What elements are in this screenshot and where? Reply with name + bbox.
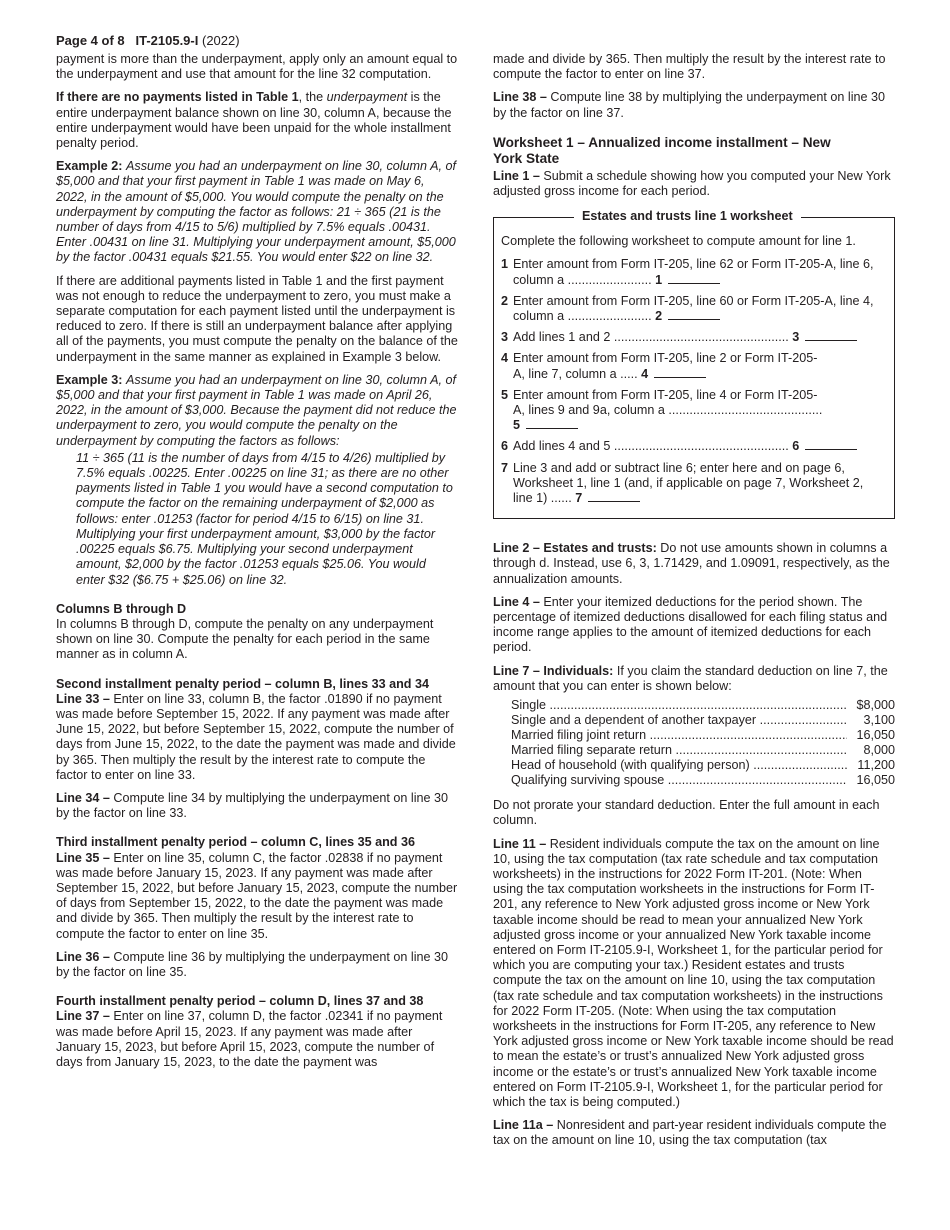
standard-deduction-row	[511, 728, 895, 743]
form-number: IT-2105.9-I	[135, 33, 199, 48]
worksheet-line-text: Enter amount from Form IT-205, line 62 or Form IT-205-A, line 6, column a ........................	[513, 257, 874, 287]
worksheet-intro: Complete the following worksheet to compute amount for line 1.	[501, 234, 856, 249]
paragraph: If there are additional payments listed in Table 1 and the first payment was not enough to reduce the underpayment to zero, you must make a separate computation for each payment listed until the underpayment is reduced to zero. If there is still an underpayment balance after applying all of the payments, you must compute the penalty on the balance of the underpayment in the same manner as explained in Example 3 below.	[56, 273, 458, 364]
paragraph: made and divide by 365. Then multiply the result by the interest rate to compute the factor to enter on line 37.	[493, 52, 886, 82]
filing-status: Qualifying surviving spouse .....	[511, 773, 847, 788]
worksheet-line-text: Enter amount from Form IT-205, line 60 or Form IT-205-A, line 4, column a ........................	[513, 293, 874, 324]
worksheet-line	[501, 257, 884, 287]
worksheet-box-title: Estates and trusts line 1 worksheet	[574, 209, 801, 224]
line-4-instructions: Line 4 – Enter your itemized deductions for the period shown. The percentage of itemized deductions disallowed for each filing status and income range applies to the amount of itemized deductions for each period.	[493, 594, 888, 655]
estates-trusts-worksheet	[493, 209, 895, 519]
standard-deduction-row	[511, 773, 895, 788]
amount-entry-blank[interactable]	[805, 449, 857, 450]
line-36-instructions: Line 36 – Compute line 36 by multiplying the underpayment on line 30 by the factor on line 35.	[56, 949, 449, 979]
worksheet-line-text: Add lines 4 and 5 ..................................................	[513, 439, 789, 454]
paragraph: If there are no payments listed in Table 1, the underpayment is the entire underpayment balance shown on line 30, column A, because the entire underpayment would have been unpaid for the whole installment penalty period.	[56, 90, 452, 151]
standard-deduction-row	[511, 743, 895, 758]
line-38-instructions: Line 38 – Compute line 38 by multiplying the underpayment on line 30 by the factor on line 37.	[493, 90, 886, 120]
amount-entry-blank[interactable]	[654, 377, 706, 378]
right-column	[493, 52, 895, 1157]
worksheet-line-number: 3	[501, 330, 509, 345]
line-11a-instructions: Line 11a – Nonresident and part-year resident individuals compute the tax on the amount on line 10, using the tax computation (tax	[493, 1118, 887, 1148]
section-heading: Columns B through D	[56, 601, 187, 616]
worksheet-line	[501, 294, 884, 324]
section-heading: Fourth installment penalty period – column D, lines 37 and 38	[56, 994, 424, 1009]
worksheet-line-text: Add lines 1 and 2 ..................................................	[513, 330, 789, 345]
filing-status: Head of household (with qualifying person) .....	[511, 758, 847, 773]
worksheet-line-number: 5	[501, 387, 509, 402]
filing-status: Married filing separate return .....	[511, 743, 847, 758]
line-37-instructions: Line 37 – Enter on line 37, column D, the factor .02341 if no payment was made before April 15, 2023. If any payment was made after January 15, 2023, but before April 15, 2023, compute the number of days from January 15, 2023, to the date the payment was	[56, 1009, 443, 1069]
amount-entry-blank[interactable]	[668, 319, 720, 320]
form-year: (2022)	[201, 33, 240, 48]
standard-deduction-row	[511, 713, 895, 728]
paragraph: Do not prorate your standard deduction. Enter the full amount in each column.	[493, 798, 880, 828]
worksheet-line-text: Enter amount from Form IT-205, line 2 or Form IT-205-A, line 7, column a .....	[513, 351, 818, 381]
deduction-amount: 16,050	[856, 773, 895, 788]
worksheet-line-number: 1	[501, 257, 509, 272]
line-11-instructions: Line 11 – Resident individuals compute the tax on the amount on line 10, using the tax computation (tax rate schedule and tax computation worksheets) in the instructions for 2022 Form IT-201. (Note: When using the tax computation worksheets in the instructions for Form IT-201, any reference to New York adjusted gross income or New York taxable income should be read to mean your annualized New York adjusted gross income or your annualized New York taxable income entered on Form IT-2105.9-I, Worksheet 1, for the particular period for which you are computing your tax.) Resident estates and trusts compute the tax on the amount on line 10, using the tax computation (tax rate schedule and tax computation worksheets) in the instructions for 2022 Form IT-205. (Note: When using the tax computation worksheets in the instructions for Form IT-205, any reference to New York adjusted gross income or New York taxable income should be read to mean the estate’s or trust’s annualized New York adjusted gross income or the estate’s or trust’s annualized New York taxable income entered on Form IT-2105.9-I, Worksheet 1, for the particular period for which the tax is being computed.)	[493, 836, 894, 1109]
deduction-amount: 8,000	[863, 743, 895, 758]
worksheet-line-text: Enter amount from Form IT-205, line 4 or Form IT-205-A, lines 9 and 9a, column a ............................................	[513, 387, 823, 418]
worksheet-line-text: Line 3 and add or subtract line 6; enter here and on page 6, Worksheet 1, line 1 (and, if applicable on page 7, Worksheet 2, line 1) ......	[513, 460, 864, 506]
worksheet-line-ref: 7	[575, 491, 583, 506]
line-7-instructions: Line 7 – Individuals: If you claim the standard deduction on line 7, the amount that you can enter is shown below:	[493, 663, 888, 693]
line-35-instructions: Line 35 – Enter on line 35, column C, the factor .02838 if no payment was made before January 15, 2023. If any payment was made after September 15, 2022, but before January 15, 2023, compute the number of days from September 15, 2022, to the date the payment was made and divide by 365. Then multiply the result by the interest rate to compute the factor to enter on line 35.	[56, 850, 458, 941]
worksheet-line-number: 7	[501, 460, 509, 475]
page-number: Page 4 of 8	[56, 33, 125, 48]
amount-entry-blank[interactable]	[668, 283, 720, 284]
worksheet-line	[501, 330, 884, 345]
paragraph: payment is more than the underpayment, apply only an amount equal to the underpayment and use that amount for the line 32 computation.	[56, 52, 458, 82]
paragraph: In columns B through D, compute the penalty on any underpayment shown on line 30. Compute the penalty for each period in the same manner as in column A.	[56, 616, 434, 662]
line-34-instructions: Line 34 – Compute line 34 by multiplying the underpayment on line 30 by the factor on line 33.	[56, 790, 449, 821]
section-heading: Third installment penalty period – column C, lines 35 and 36	[56, 835, 416, 850]
line-1-instructions: Line 1 – Submit a schedule showing how you computed your New York adjusted gross income for each period.	[493, 168, 891, 199]
amount-entry-blank[interactable]	[526, 428, 578, 429]
line-2-instructions: Line 2 – Estates and trusts: Do not use amounts shown in columns a through d. Instead, use 6, 3, 1.71429, and 1.09091, respectively, as the annualization amounts.	[493, 541, 890, 586]
worksheet-line-ref: 5	[513, 418, 521, 433]
worksheet-line-number: 2	[501, 293, 509, 308]
example-3-computation: 11 ÷ 365 (11 is the number of days from 4/15 to 4/26) multiplied by 7.5% equals .00225. Enter .00225 on line 31; as there are no other payments listed in Table 1 you would have a second computation to compute the factor on the remaining underpayment of $2,000 as follows: enter .01253 (factor for period 4/15 to 6/15) on line 31. Multiplying your first underpayment amount, $3,000 by the factor .00225 equals $6.75. Multiplying your second underpayment amount, $2,000 by the factor .01253 equals $25.06. You would enter $32 ($6.75 + $25.06) on line 32.	[76, 450, 453, 587]
worksheet-line-ref: 6	[792, 439, 800, 454]
section-heading: Second installment penalty period – column B, lines 33 and 34	[56, 676, 430, 691]
example-3: Example 3: Assume you had an underpayment on line 30, column A, of $5,000 and that your first payment in Table 1 was made on April 26, 2022, in the amount of $3,000. Because the payment did not reduce the underpayment to zero, you would compute the penalty on the underpayment by computing the factors as follows:	[56, 372, 457, 448]
worksheet-line	[501, 351, 884, 381]
filing-status: Single .....	[511, 698, 847, 713]
left-column	[56, 52, 458, 1078]
worksheet-line	[501, 388, 884, 434]
example-2: Example 2: Assume you had an underpayment on line 30, column A, of $5,000 and that your first payment in Table 1 was made on May 6, 2022, in the amount of $5,000. You would compute the penalty on the underpayment by computing the factor as follows: 21 ÷ 365 (21 is the number of days from 4/15 to 5/6) multiplied by 7.5% equals .00431. Enter .00431 on line 31. Multiplying your underpayment amount, $5,000 by the factor .00431 equals $21.55. You would enter $22 on line 32.	[56, 159, 456, 265]
page-header	[56, 33, 240, 48]
worksheet-line-number: 6	[501, 439, 509, 454]
deduction-amount: $8,000	[856, 698, 895, 713]
worksheet-line-ref: 2	[655, 309, 663, 324]
filing-status: Married filing joint return .....	[511, 728, 847, 743]
deduction-amount: 16,050	[856, 728, 895, 743]
worksheet-line-ref: 4	[641, 366, 649, 381]
filing-status: Single and a dependent of another taxpayer .....	[511, 713, 847, 728]
deduction-amount: 11,200	[857, 758, 895, 773]
worksheet-line	[501, 439, 884, 454]
worksheet-line-ref: 3	[792, 330, 800, 345]
worksheet-line-ref: 1	[655, 272, 663, 287]
worksheet-line	[501, 461, 884, 507]
line-33-instructions: Line 33 – Enter on line 33, column B, the factor .01890 if no payment was made before September 15, 2022. If any payment was made after June 15, 2022, but before September 15, 2022, compute the number of days from June 15, 2022, to the date the payment was made and divide by 365. Then multiply the result by the interest rate to compute the factor to enter on line 33.	[56, 691, 456, 782]
standard-deduction-table	[511, 698, 895, 788]
standard-deduction-row	[511, 758, 895, 773]
worksheet-title: Worksheet 1 – Annualized income installment – New York State	[493, 134, 831, 166]
amount-entry-blank[interactable]	[805, 340, 857, 341]
standard-deduction-row	[511, 698, 895, 713]
deduction-amount: 3,100	[863, 713, 895, 728]
amount-entry-blank[interactable]	[588, 501, 640, 502]
worksheet-line-number: 4	[501, 351, 509, 366]
